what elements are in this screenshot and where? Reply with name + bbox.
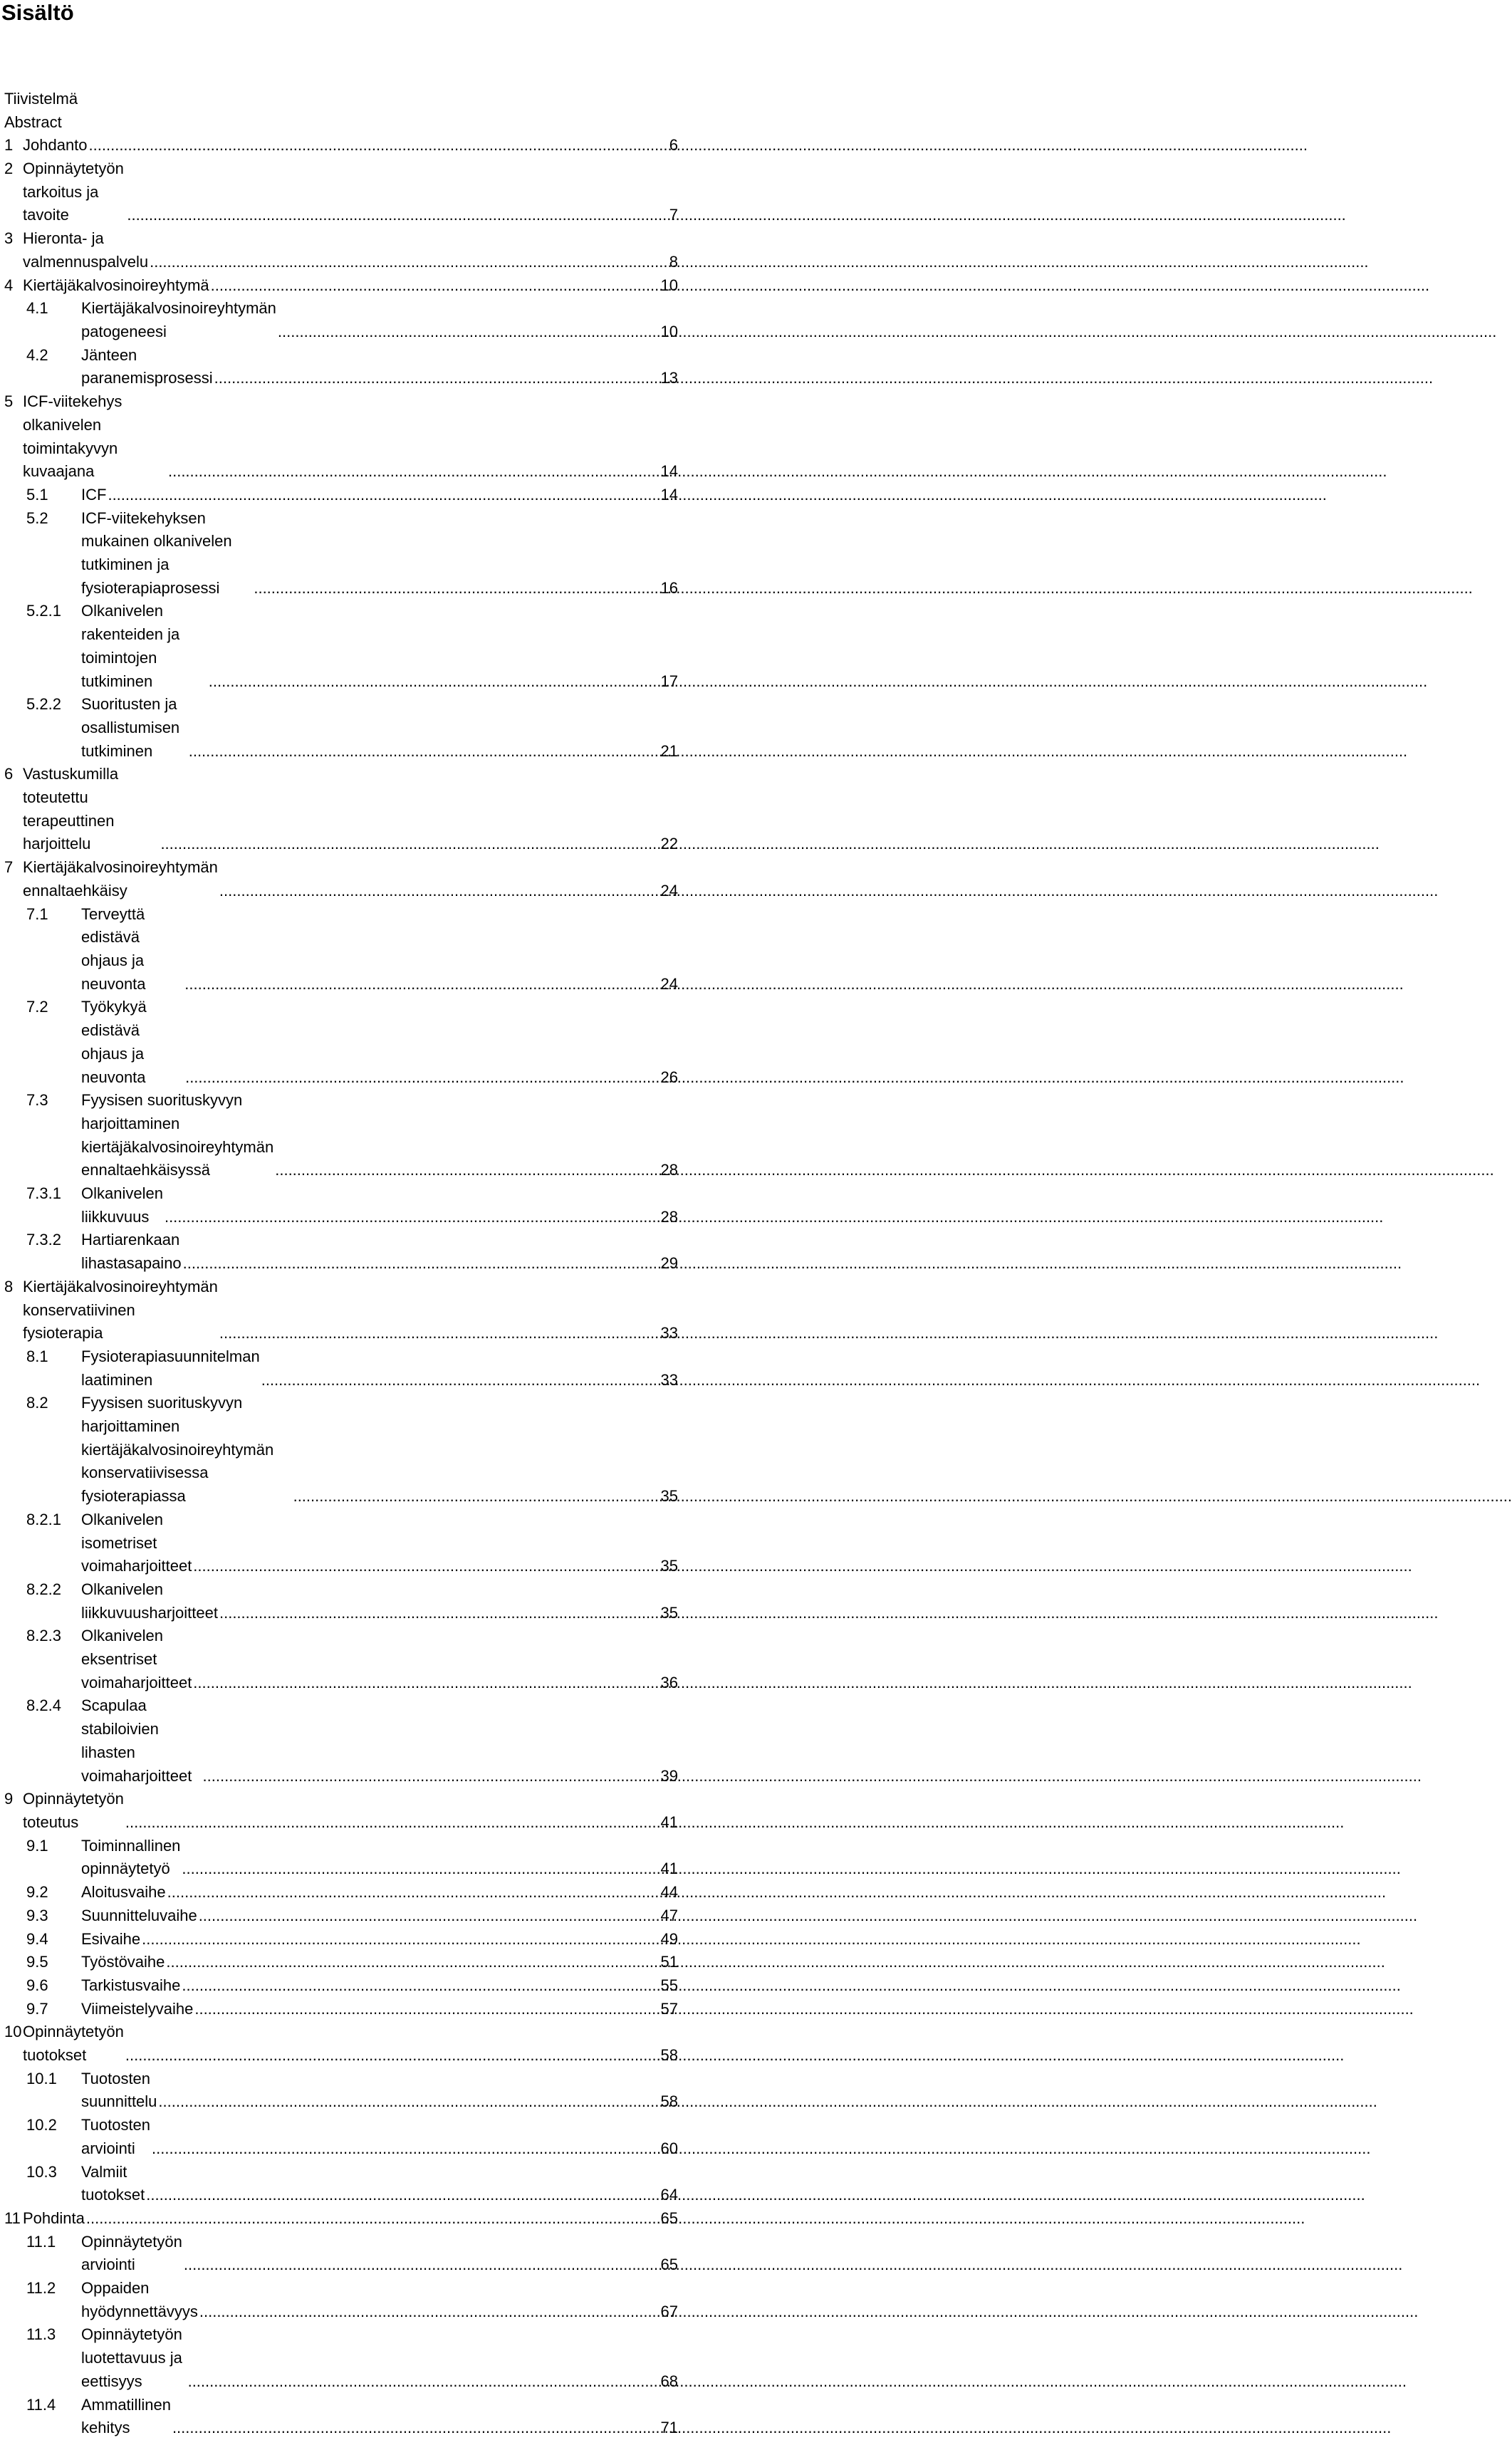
toc-entry[interactable] bbox=[4, 2068, 678, 2114]
toc-entry-page: 28 bbox=[660, 1161, 678, 1179]
toc-dot-leader bbox=[146, 2184, 659, 2207]
toc-entry-title: Työstövaihe bbox=[81, 1951, 166, 1974]
toc-entry[interactable] bbox=[4, 763, 678, 856]
toc-entry-title: Viimeistelyvaihe bbox=[81, 1998, 194, 2021]
toc-entry[interactable] bbox=[4, 856, 678, 902]
toc-entry-page: 29 bbox=[660, 1254, 678, 1273]
toc-entry[interactable] bbox=[4, 1788, 678, 1834]
toc-entry-number: 10.1 bbox=[26, 2069, 57, 2087]
toc-entry-number: 9.2 bbox=[26, 1883, 48, 1902]
toc-entry-page: 55 bbox=[660, 1976, 678, 1994]
toc-entry[interactable] bbox=[4, 2021, 678, 2067]
toc-entry-page: 58 bbox=[660, 2092, 678, 2111]
toc-entry-page: 7 bbox=[669, 206, 678, 224]
toc-entry-page: 57 bbox=[660, 1999, 678, 2018]
toc-entry[interactable] bbox=[4, 1835, 678, 1881]
toc-entry-number: 7 bbox=[4, 858, 14, 877]
toc-entry-title: Hieronta- ja valmennuspalvelu bbox=[23, 227, 150, 273]
toc-entry-title: Vastuskumilla toteutettu terapeuttinen harjoittelu bbox=[23, 763, 160, 856]
toc-dot-leader bbox=[168, 460, 659, 484]
toc-entry-number: 11.4 bbox=[26, 2395, 56, 2414]
toc-entry-title: Opinnäytetyön tuotokset bbox=[23, 2021, 125, 2067]
toc-dot-leader bbox=[278, 320, 659, 344]
toc-entry-number: 4.2 bbox=[26, 345, 48, 364]
toc-entry-title: Fysioterapiasuunnitelman laatiminen bbox=[81, 1345, 261, 1392]
toc-dot-leader bbox=[184, 973, 659, 996]
toc-entry-title: Opinnäytetyön toteutus bbox=[23, 1788, 125, 1834]
toc-dot-leader bbox=[183, 1252, 659, 1276]
toc-dot-leader bbox=[188, 2370, 659, 2394]
toc-entry-title: Kiertäjäkalvosinoireyhtymän patogeneesi bbox=[81, 297, 278, 343]
toc-entry[interactable] bbox=[4, 1229, 678, 1275]
toc-entry-page: 8 bbox=[669, 252, 678, 271]
toc-front-matter-item[interactable]: Tiivistelmä bbox=[4, 90, 78, 108]
toc-entry-page: 39 bbox=[660, 1766, 678, 1785]
toc-entry-title: Kiertäjäkalvosinoireyhtymän ennaltaehkäisy bbox=[23, 856, 219, 902]
toc-entry-page: 65 bbox=[660, 2209, 678, 2227]
toc-entry[interactable] bbox=[4, 1578, 678, 1625]
toc-entry-title: Fyysisen suorituskyvyn harjoittaminen kiertäjäkalvosinoireyhtymän konservatiivisessa fysioterapiassa bbox=[81, 1392, 293, 1508]
toc-entry-title: Johdanto bbox=[23, 134, 89, 157]
toc-entry-number: 8.2.1 bbox=[26, 1510, 61, 1528]
toc-entry-page: 33 bbox=[660, 1370, 678, 1389]
toc-dot-leader bbox=[211, 274, 659, 298]
toc-entry-number: 8.2.4 bbox=[26, 1696, 61, 1715]
toc-entry[interactable] bbox=[4, 2231, 678, 2277]
toc-entry-title: Toiminnallinen opinnäytetyö bbox=[81, 1835, 182, 1881]
toc-entry-title: Suoritusten ja osallistumisen tutkiminen bbox=[81, 693, 189, 763]
toc-entry-title: Oppaiden hyödynnettävyys bbox=[81, 2277, 199, 2323]
toc-dot-leader bbox=[203, 1765, 659, 1788]
toc-entry-number: 10.3 bbox=[26, 2162, 57, 2181]
toc-entry-title: Hartiarenkaan lihastasapaino bbox=[81, 1229, 183, 1275]
toc-entry[interactable] bbox=[4, 2207, 678, 2231]
toc-entry-page: 10 bbox=[660, 276, 678, 294]
toc-entry[interactable] bbox=[4, 1089, 678, 1182]
toc-entry[interactable] bbox=[4, 996, 678, 1089]
toc-entry-number: 2 bbox=[4, 160, 14, 178]
toc-entry[interactable] bbox=[4, 1881, 678, 1904]
toc-entry-title: Ammatillinen kehitys bbox=[81, 2394, 172, 2440]
toc-entry-page: 65 bbox=[660, 2256, 678, 2274]
toc-entry-title: Olkanivelen liikkuvuusharjoitteet bbox=[81, 1578, 219, 1625]
toc-entry-number: 9.5 bbox=[26, 1953, 48, 1971]
toc-entry-number: 6 bbox=[4, 765, 14, 783]
toc-entry-title: ICF bbox=[81, 484, 108, 507]
toc-dot-leader bbox=[142, 1928, 659, 1951]
toc-entry[interactable] bbox=[4, 1694, 678, 1788]
toc-entry[interactable] bbox=[4, 1182, 678, 1229]
toc-entry[interactable] bbox=[4, 1345, 678, 1392]
toc-entry-title: ICF-viitekehys olkanivelen toimintakyvyn kuvaajana bbox=[23, 390, 168, 484]
toc-entry-title: Tarkistusvaihe bbox=[81, 1974, 182, 1998]
toc-entry-page: 35 bbox=[660, 1487, 678, 1506]
toc-dot-leader bbox=[172, 2416, 659, 2440]
toc-entry-number: 5.2 bbox=[26, 509, 48, 527]
toc-entry-page: 47 bbox=[660, 1906, 678, 1924]
toc-entry-title: Fyysisen suorituskyvyn harjoittaminen kiertäjäkalvosinoireyhtymän ennaltaehkäisyssä bbox=[81, 1089, 275, 1182]
toc-entry-number: 5 bbox=[4, 392, 14, 411]
toc-entry-page: 64 bbox=[660, 2186, 678, 2204]
toc-entry[interactable] bbox=[4, 274, 678, 298]
toc-entry-number: 7.3 bbox=[26, 1091, 48, 1110]
toc-entry-number: 9.6 bbox=[26, 1976, 48, 1994]
toc-entry-number: 8.2.2 bbox=[26, 1580, 61, 1598]
toc-dot-leader bbox=[86, 2207, 659, 2231]
toc-entry-number: 10.2 bbox=[26, 2116, 57, 2134]
toc-entry[interactable] bbox=[4, 2394, 678, 2440]
toc-entry-page: 71 bbox=[660, 2419, 678, 2437]
toc-entry-title: Terveyttä edistävä ohjaus ja neuvonta bbox=[81, 903, 184, 996]
toc-entry-page: 16 bbox=[660, 578, 678, 597]
toc-dot-leader bbox=[185, 1066, 659, 1090]
toc-entry-page: 10 bbox=[660, 323, 678, 340]
toc-dot-leader bbox=[209, 670, 659, 694]
toc-entry-number: 10 bbox=[4, 2023, 22, 2041]
toc-dot-leader bbox=[127, 204, 667, 227]
toc-entry-number: 11.2 bbox=[26, 2279, 56, 2298]
toc-dot-leader bbox=[275, 1159, 659, 1182]
toc-entry-title: Opinnäytetyön luotettavuus ja eettisyys bbox=[81, 2323, 188, 2393]
toc-front-matter-item[interactable]: Abstract bbox=[4, 113, 62, 131]
toc-entry-number: 4 bbox=[4, 276, 14, 294]
toc-entry-number: 3 bbox=[4, 229, 14, 248]
toc-dot-leader bbox=[182, 1857, 659, 1881]
toc-entry-page: 24 bbox=[660, 974, 678, 993]
toc-entry-title: Tuotosten arviointi bbox=[81, 2114, 152, 2160]
toc-entry[interactable] bbox=[4, 1904, 678, 1928]
toc-entry-number: 9 bbox=[4, 1790, 14, 1808]
toc-dot-leader bbox=[108, 484, 659, 507]
toc-entry[interactable] bbox=[4, 903, 678, 996]
toc-dot-leader bbox=[254, 577, 659, 600]
toc-entry[interactable] bbox=[4, 1276, 678, 1345]
toc-entry-page: 13 bbox=[660, 369, 678, 387]
toc-entry-number: 8.1 bbox=[26, 1347, 48, 1365]
toc-dot-leader bbox=[219, 1322, 659, 1345]
toc-entry-title: Aloitusvaihe bbox=[81, 1881, 167, 1904]
table-of-contents bbox=[4, 88, 678, 2440]
toc-entry-title: Olkanivelen rakenteiden ja toimintojen tutkiminen bbox=[81, 600, 209, 693]
toc-entry-number: 5.2.1 bbox=[26, 602, 61, 620]
toc-entry-number: 11.1 bbox=[26, 2232, 56, 2251]
toc-entry-number: 11 bbox=[4, 2209, 21, 2227]
toc-entry[interactable] bbox=[4, 600, 678, 693]
toc-entry-title: Olkanivelen eksentriset voimaharjoitteet bbox=[81, 1625, 193, 1694]
toc-dot-leader bbox=[219, 880, 659, 903]
toc-entry[interactable] bbox=[4, 1998, 678, 2021]
toc-dot-leader bbox=[152, 2137, 659, 2161]
toc-dot-leader bbox=[189, 740, 659, 763]
toc-dot-leader bbox=[199, 2300, 659, 2324]
toc-entry-title: Opinnäytetyön arviointi bbox=[81, 2231, 184, 2277]
toc-entry[interactable] bbox=[4, 1951, 678, 1974]
toc-dot-leader bbox=[219, 1602, 659, 1625]
toc-entry[interactable] bbox=[4, 1928, 678, 1951]
toc-entry-number: 7.2 bbox=[26, 998, 48, 1016]
toc-entry-number: 9.1 bbox=[26, 1836, 48, 1855]
toc-entry-number: 11.3 bbox=[26, 2325, 56, 2344]
toc-entry-page: 28 bbox=[660, 1207, 678, 1226]
toc-entry[interactable] bbox=[4, 2161, 678, 2207]
toc-entry-number: 7.3.2 bbox=[26, 1231, 61, 1249]
toc-entry-number: 8.2.3 bbox=[26, 1627, 61, 1645]
toc-entry-title: Opinnäytetyön tarkoitus ja tavoite bbox=[23, 157, 127, 227]
toc-entry-number: 8.2 bbox=[26, 1394, 48, 1412]
toc-entry[interactable] bbox=[4, 484, 678, 507]
toc-dot-leader bbox=[193, 1672, 659, 1695]
toc-entry-title: Jänteen paranemisprosessi bbox=[81, 344, 214, 390]
toc-entry-title: Esivaihe bbox=[81, 1928, 142, 1951]
toc-entry[interactable] bbox=[4, 134, 678, 157]
toc-entry[interactable] bbox=[4, 1625, 678, 1694]
toc-dot-leader bbox=[184, 2253, 659, 2277]
toc-entry-page: 6 bbox=[669, 136, 678, 155]
toc-entry-page: 33 bbox=[660, 1324, 678, 1342]
toc-entry[interactable] bbox=[4, 344, 678, 390]
toc-dot-leader bbox=[194, 1998, 659, 2021]
toc-entry-number: 9.3 bbox=[26, 1906, 48, 1924]
toc-dot-leader bbox=[167, 1881, 659, 1904]
toc-dot-leader bbox=[89, 134, 668, 157]
toc-dot-leader bbox=[182, 1974, 659, 1998]
toc-entry[interactable] bbox=[4, 157, 678, 227]
toc-entry-page: 35 bbox=[660, 1557, 678, 1575]
toc-entry-page: 24 bbox=[660, 881, 678, 900]
toc-entry-page: 17 bbox=[660, 672, 678, 690]
toc-entry-page: 14 bbox=[660, 485, 678, 504]
toc-entry[interactable] bbox=[4, 1392, 678, 1508]
toc-entry-page: 51 bbox=[660, 1953, 678, 1971]
toc-dot-leader bbox=[160, 833, 659, 856]
toc-entry-title: Kiertäjäkalvosinoireyhtymä bbox=[23, 274, 211, 298]
toc-dot-leader bbox=[125, 1811, 659, 1835]
toc-entry-title: Pohdinta bbox=[23, 2207, 86, 2231]
toc-dot-leader bbox=[166, 1951, 659, 1974]
toc-entry-number: 4.1 bbox=[26, 299, 48, 318]
toc-dot-leader bbox=[193, 1555, 659, 1578]
toc-entry-page: 67 bbox=[660, 2302, 678, 2320]
toc-entry[interactable] bbox=[4, 390, 678, 484]
toc-entry-page: 22 bbox=[660, 835, 678, 853]
toc-entry[interactable] bbox=[4, 693, 678, 763]
toc-dot-leader bbox=[293, 1485, 659, 1508]
toc-entry[interactable] bbox=[4, 2323, 678, 2393]
toc-dot-leader bbox=[199, 1904, 659, 1928]
toc-entry-number: 9.7 bbox=[26, 1999, 48, 2018]
toc-entry-title: Suunnitteluvaihe bbox=[81, 1904, 199, 1928]
toc-entry-number: 7.3.1 bbox=[26, 1184, 61, 1203]
toc-entry-page: 58 bbox=[660, 2046, 678, 2065]
toc-entry-number: 5.1 bbox=[26, 485, 48, 504]
toc-entry-number: 5.2.2 bbox=[26, 695, 61, 714]
toc-entry-page: 49 bbox=[660, 1929, 678, 1948]
toc-entry-title: Työkykyä edistävä ohjaus ja neuvonta bbox=[81, 996, 185, 1089]
toc-entry-number: 8 bbox=[4, 1277, 14, 1295]
toc-entry-page: 36 bbox=[660, 1673, 678, 1691]
toc-entry[interactable] bbox=[4, 2114, 678, 2160]
toc-entry-page: 21 bbox=[660, 741, 678, 760]
toc-dot-leader bbox=[261, 1369, 659, 1392]
toc-dot-leader bbox=[150, 251, 668, 274]
toc-entry-title: Valmiit tuotokset bbox=[81, 2161, 146, 2207]
toc-entry-number: 9.4 bbox=[26, 1929, 48, 1948]
page-title: Sisältö bbox=[1, 0, 74, 25]
toc-entry-number: 7.1 bbox=[26, 904, 48, 923]
toc-dot-leader bbox=[125, 2044, 659, 2068]
toc-entry-page: 35 bbox=[660, 1603, 678, 1622]
toc-entry-page: 41 bbox=[660, 1813, 678, 1831]
toc-entry[interactable] bbox=[4, 227, 678, 273]
toc-entry[interactable] bbox=[4, 297, 678, 343]
toc-entry[interactable] bbox=[4, 2277, 678, 2323]
toc-entry-title: Kiertäjäkalvosinoireyhtymän konservatiivinen fysioterapia bbox=[23, 1276, 219, 1345]
toc-dot-leader bbox=[214, 367, 659, 390]
toc-entry[interactable] bbox=[4, 507, 678, 600]
toc-entry-page: 41 bbox=[660, 1860, 678, 1878]
toc-entry-title: Scapulaa stabiloivien lihasten voimaharjoitteet bbox=[81, 1694, 203, 1788]
toc-entry-page: 68 bbox=[660, 2372, 678, 2390]
toc-entry[interactable] bbox=[4, 1508, 678, 1578]
toc-dot-leader bbox=[165, 1206, 659, 1229]
toc-entry-title: ICF-viitekehyksen mukainen olkanivelen tutkiminen ja fysioterapiaprosessi bbox=[81, 507, 254, 600]
toc-entry-page: 44 bbox=[660, 1883, 678, 1902]
toc-entry-page: 26 bbox=[660, 1068, 678, 1086]
toc-entry-number: 1 bbox=[4, 136, 14, 155]
toc-entry-title: Olkanivelen liikkuvuus bbox=[81, 1182, 165, 1229]
toc-entry-page: 14 bbox=[660, 462, 678, 481]
toc-dot-leader bbox=[158, 2090, 659, 2114]
toc-entry-title: Olkanivelen isometriset voimaharjoitteet bbox=[81, 1508, 193, 1578]
toc-entry-title: Tuotosten suunnittelu bbox=[81, 2068, 158, 2114]
toc-entry-page: 60 bbox=[660, 2139, 678, 2157]
toc-entry[interactable] bbox=[4, 1974, 678, 1998]
